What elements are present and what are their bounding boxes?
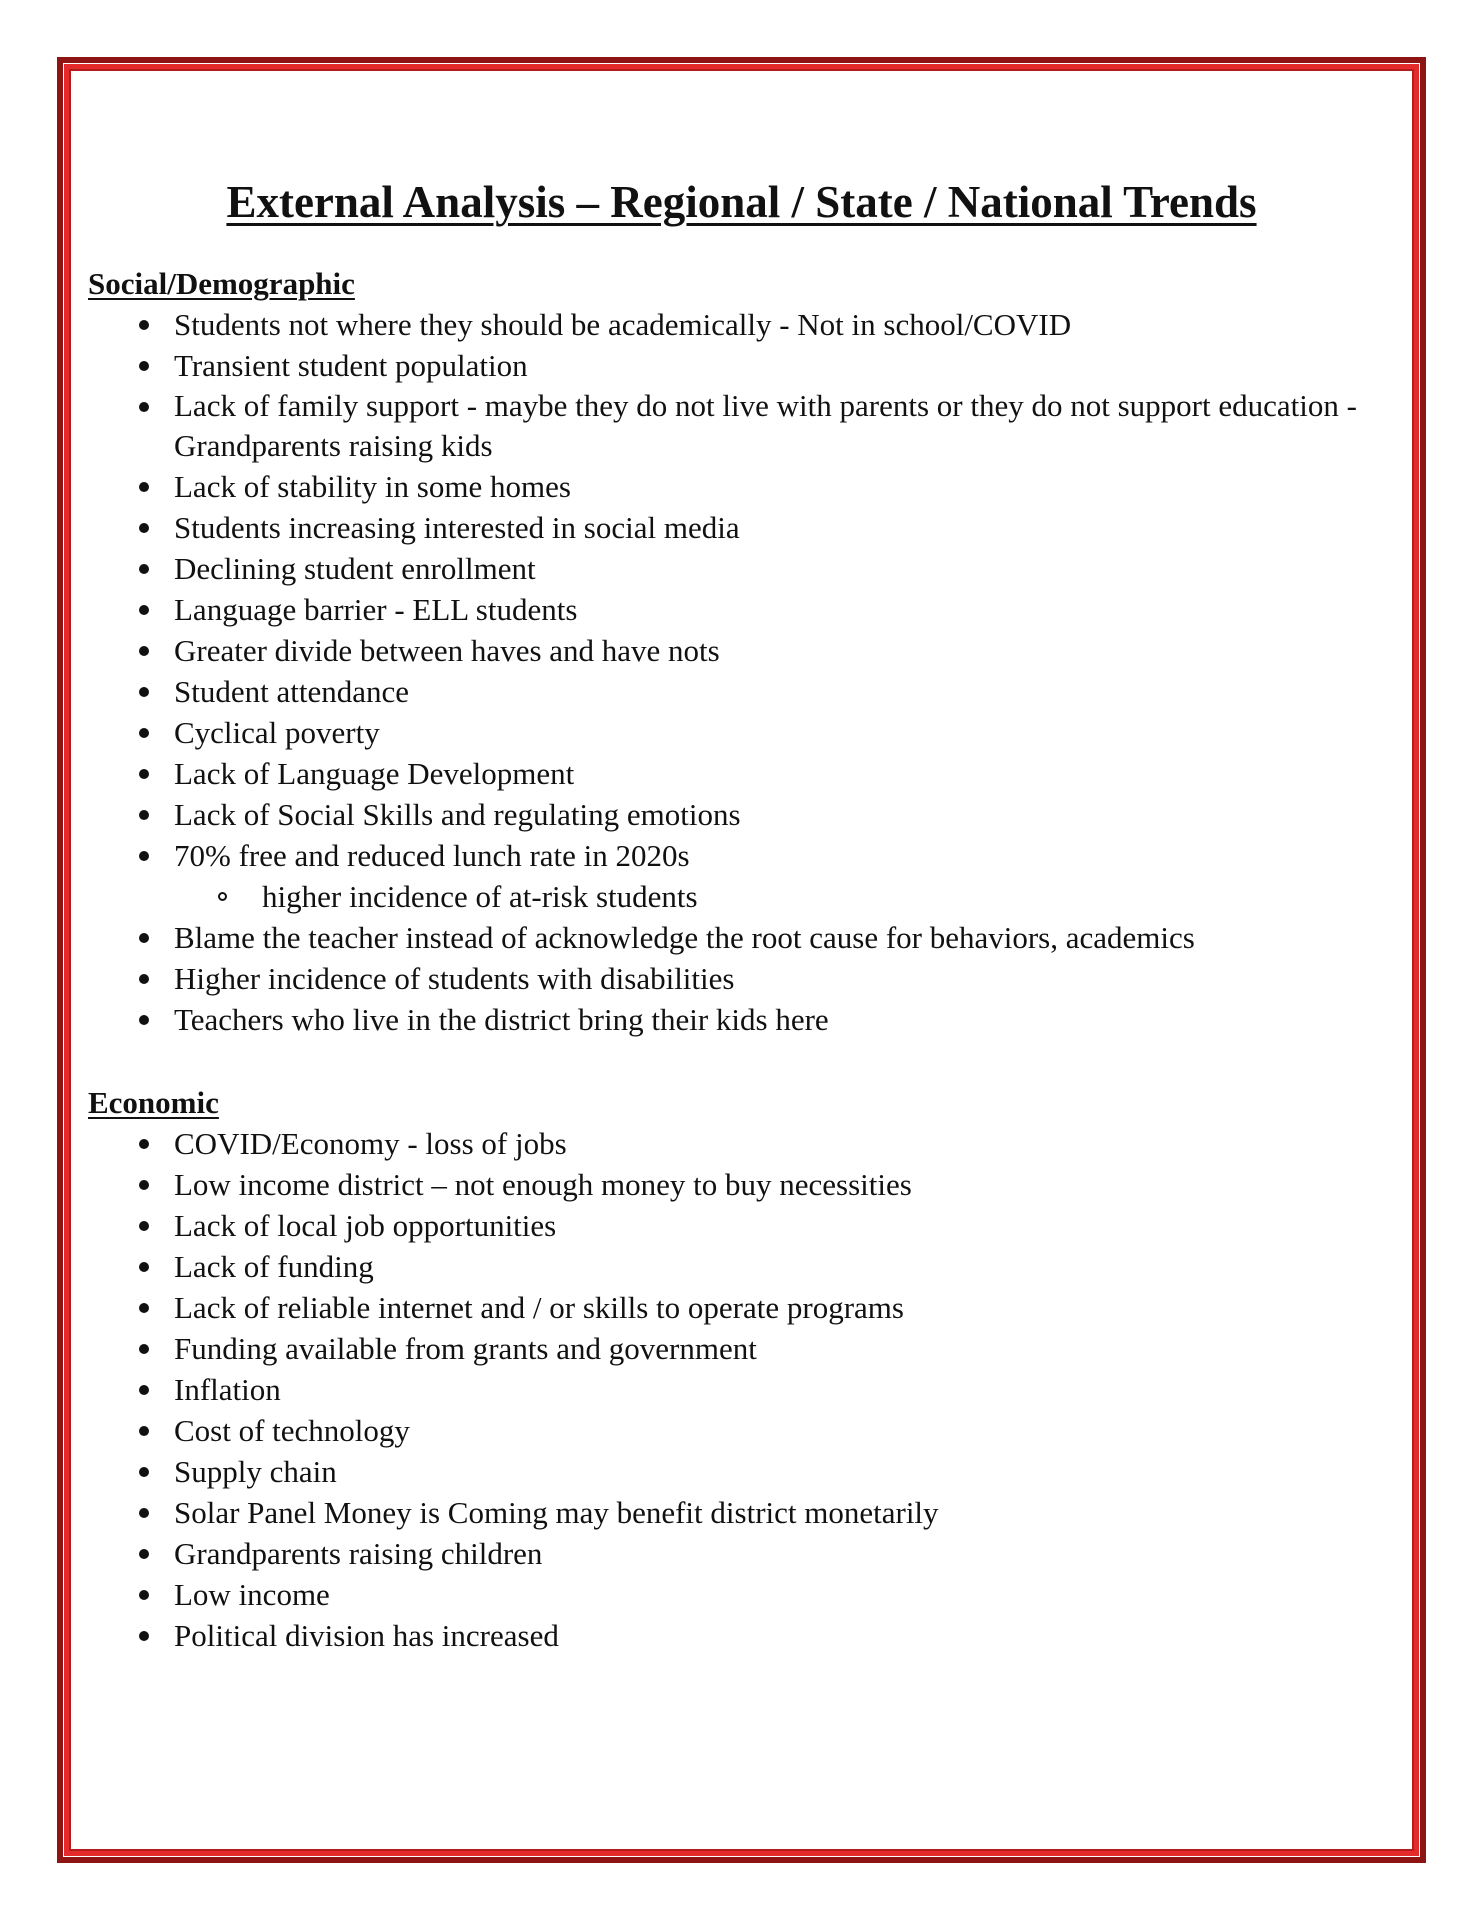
list-item — [88, 507, 1368, 548]
list-item — [88, 1246, 1368, 1287]
list-item-text: Cost of technology — [174, 1413, 410, 1448]
list-item-text: Lack of family support - maybe they do not live with parents or they do not support education - Grandparents raising kids — [174, 388, 1357, 463]
bullet-icon — [139, 851, 149, 861]
section-heading: Economic — [88, 1085, 219, 1120]
list-item-text: Grandparents raising children — [174, 1536, 543, 1571]
bullet-icon — [139, 523, 149, 533]
bullet-icon — [139, 361, 149, 371]
section-social-demographic — [88, 264, 1368, 1040]
bullet-icon — [139, 646, 149, 656]
bullet-icon — [139, 1303, 149, 1313]
list-item-text: Inflation — [174, 1372, 281, 1407]
bullet-icon — [139, 1180, 149, 1190]
bullet-icon — [139, 728, 149, 738]
bullet-icon — [139, 1262, 149, 1272]
page-title: External Analysis – Regional / State / National Trends — [226, 177, 1257, 227]
list-item-text: Lack of stability in some homes — [174, 469, 571, 504]
list-item-text: Supply chain — [174, 1454, 337, 1489]
list-item — [88, 753, 1368, 794]
bullet-icon — [139, 1590, 149, 1600]
list-item-text: Cyclical poverty — [174, 715, 380, 750]
section-economic — [88, 1083, 1368, 1656]
list-item-text: Students increasing interested in social media — [174, 510, 740, 545]
bullet-icon — [139, 1549, 149, 1559]
sub-list — [88, 876, 1368, 917]
list-item — [88, 589, 1368, 630]
list-item — [88, 671, 1368, 712]
list-item-text: Student attendance — [174, 674, 409, 709]
list-item-text: Lack of local job opportunities — [174, 1208, 557, 1243]
list-item — [88, 999, 1368, 1040]
list-item — [88, 466, 1368, 507]
list-item — [88, 712, 1368, 753]
list-item — [88, 1533, 1368, 1574]
bullet-list — [88, 304, 1368, 1040]
list-item — [88, 1123, 1368, 1164]
list-item-text: Low income district – not enough money to buy necessities — [174, 1167, 912, 1202]
list-item-text: Transient student population — [174, 348, 528, 383]
list-item-text: Students not where they should be academically - Not in school/COVID — [174, 307, 1072, 342]
bullet-icon — [139, 1221, 149, 1231]
bullet-icon — [139, 933, 149, 943]
list-item-text: Declining student enrollment — [174, 551, 536, 586]
bullet-icon — [139, 564, 149, 574]
list-item — [88, 958, 1368, 999]
list-item-text: Blame the teacher instead of acknowledge the root cause for behaviors, academics — [174, 920, 1195, 955]
list-item — [88, 1164, 1368, 1205]
list-item — [88, 1328, 1368, 1369]
list-item — [88, 548, 1368, 589]
list-item-text: Funding available from grants and government — [174, 1331, 757, 1366]
list-item — [88, 1492, 1368, 1533]
bullet-icon — [139, 810, 149, 820]
bullet-icon — [139, 769, 149, 779]
list-item — [88, 1205, 1368, 1246]
bullet-icon — [139, 974, 149, 984]
bullet-icon — [139, 1139, 149, 1149]
circle-bullet-icon — [218, 892, 227, 901]
list-item — [88, 386, 1368, 466]
list-item-text: Low income — [174, 1577, 330, 1612]
list-item-text: Solar Panel Money is Coming may benefit district monetarily — [174, 1495, 939, 1530]
list-item — [88, 917, 1368, 958]
bullet-icon — [139, 482, 149, 492]
bullet-icon — [139, 1467, 149, 1477]
list-item — [88, 1410, 1368, 1451]
list-item-text: Higher incidence of students with disabilities — [174, 961, 735, 996]
list-item-text: Teachers who live in the district bring their kids here — [174, 1002, 829, 1037]
list-item-text: COVID/Economy - loss of jobs — [174, 1126, 567, 1161]
bullet-icon — [139, 402, 149, 412]
list-item — [88, 345, 1368, 386]
list-item — [88, 1369, 1368, 1410]
bullet-icon — [139, 1015, 149, 1025]
bullet-icon — [139, 687, 149, 697]
bullet-icon — [139, 1508, 149, 1518]
bullet-icon — [139, 1385, 149, 1395]
list-item-text: Lack of funding — [174, 1249, 374, 1284]
list-item-text: Lack of Social Skills and regulating emotions — [174, 797, 741, 832]
list-item — [88, 1615, 1368, 1656]
list-item-text: Greater divide between haves and have nots — [174, 633, 720, 668]
list-item — [88, 835, 1368, 917]
bullet-icon — [139, 1344, 149, 1354]
list-item-text: 70% free and reduced lunch rate in 2020s — [174, 838, 690, 873]
bullet-icon — [139, 1426, 149, 1436]
list-item — [88, 304, 1368, 345]
list-item-text: Language barrier - ELL students — [174, 592, 578, 627]
list-item-text: Lack of reliable internet and / or skills to operate programs — [174, 1290, 904, 1325]
list-item — [88, 1574, 1368, 1615]
list-item-text: Political division has increased — [174, 1618, 559, 1653]
list-item — [88, 630, 1368, 671]
sub-list-item — [88, 876, 1368, 917]
bullet-icon — [139, 320, 149, 330]
list-item — [88, 1451, 1368, 1492]
section-heading: Social/Demographic — [88, 266, 355, 301]
bullet-list — [88, 1123, 1368, 1656]
bullet-icon — [139, 1631, 149, 1641]
list-item-text: Lack of Language Development — [174, 756, 575, 791]
list-item — [88, 1287, 1368, 1328]
sub-list-item-text: higher incidence of at-risk students — [262, 879, 698, 914]
list-item — [88, 794, 1368, 835]
bullet-icon — [139, 605, 149, 615]
